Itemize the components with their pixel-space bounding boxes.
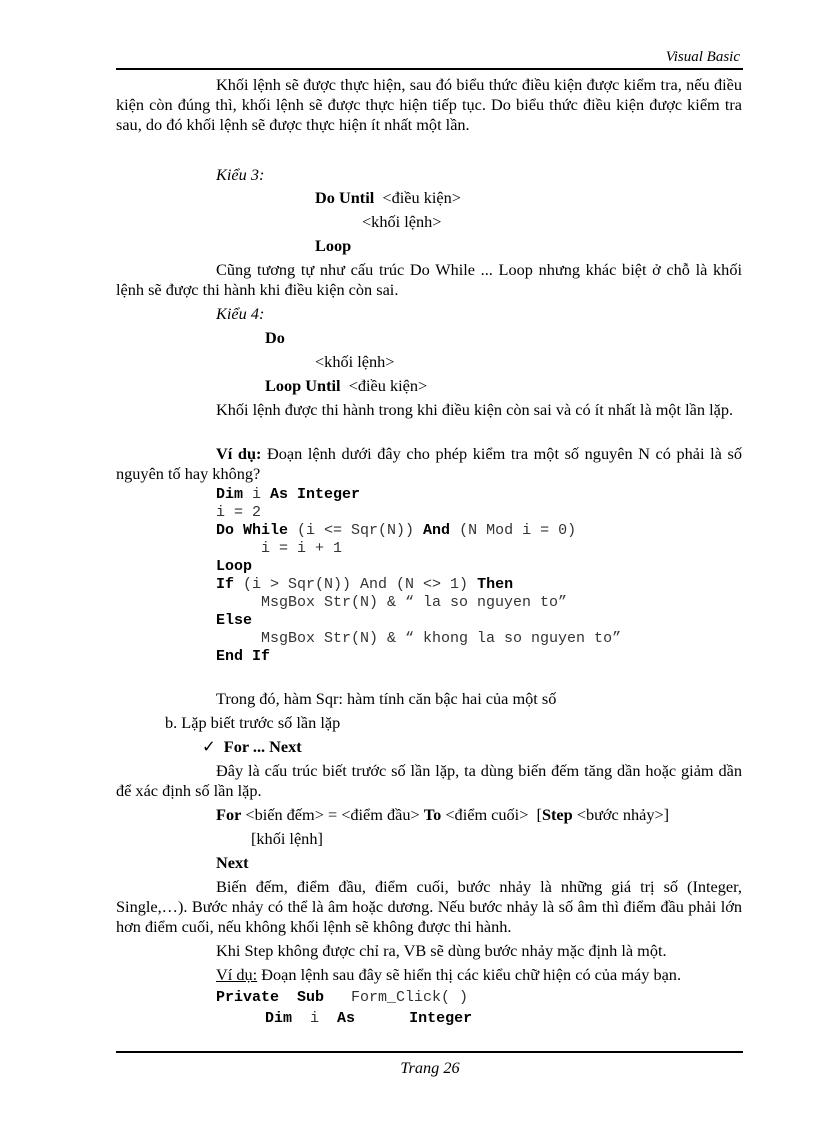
kieu4-line3 [265, 376, 427, 396]
paragraph-do-loop-while-desc: Khối lệnh sẽ được thực hiện, sau đó biểu thức điều kiện được kiểm tra, nếu điều kiện còn đúng thì, khối lệnh sẽ được thực hiện tiếp tục. Do biểu thức điều kiện được kiểm tra sau, do đó khối lệnh sẽ được thực hiện ít nhất một lần. [116, 75, 742, 134]
kieu4-line1: Do [265, 328, 285, 347]
for-next-desc2: Biến đếm, điểm đầu, điểm cuối, bước nhảy là những giá trị số (Integer, Single,…). Bước nhảy có thể là âm hoặc dương. Nếu bước nhảy là số âm thì điểm đầu phải lớn hơn điểm cuối, nếu không khối lệnh sẽ không được thi hành. [116, 877, 742, 936]
for-next-desc: Đây là cấu trúc biết trước số lần lặp, ta dùng biến đếm tăng dần hoặc giảm dần để xác định số lần lặp. [116, 761, 742, 800]
header-title: Visual Basic [665, 49, 740, 65]
code-line: i = 2 [216, 504, 262, 521]
code-line: End If [216, 648, 271, 665]
kieu3-label: Kiểu 3: [216, 165, 265, 184]
code-line: If (i > Sqr(N)) And (N <> 1) Then [216, 576, 514, 593]
kieu3-desc: Cũng tương tự như cấu trúc Do While ... Loop nhưng khác biệt ở chỗ là khối lệnh sẽ được thi hành khi điều kiện còn sai. [116, 260, 742, 299]
kieu4-label: Kiểu 4: [216, 304, 265, 323]
section-b-heading: b. Lặp biết trước số lần lặp [165, 713, 341, 732]
example2-label: Ví dụ: [216, 965, 258, 984]
example1-code-block [216, 486, 621, 666]
kieu4-condition: <điều kiện> [348, 376, 428, 395]
for-syntax-next: Next [216, 853, 249, 872]
code-line: Do While (i <= Sqr(N)) And (N Mod i = 0) [216, 522, 577, 539]
for-next-desc3: Khi Step không được chỉ ra, VB sẽ dùng bước nhảy mặc định là một. [216, 941, 667, 960]
footer-page-number: Trang 26 [400, 1058, 460, 1077]
example1-label: Ví dụ: [216, 444, 262, 463]
code-line: MsgBox Str(N) & “ la so nguyen to” [216, 594, 568, 611]
kieu4-line2: <khối lệnh> [315, 352, 395, 371]
check-icon: ✓ [202, 737, 216, 756]
for-syntax-body: [khối lệnh] [251, 829, 323, 848]
kieu3-line3: Loop [315, 236, 352, 255]
code-line: Else [216, 612, 253, 629]
for-syntax-line1: For <biến đếm> = <điểm đầu> To <điểm cuối> [Step <bước nhảy>] [216, 805, 670, 824]
kieu4-loop-until: Loop Until [265, 376, 341, 395]
kieu4-desc: Khối lệnh được thi hành trong khi điều kiện còn sai và có ít nhất là một lần lặp. [216, 400, 734, 419]
code-line: Dim i As Integer [216, 486, 361, 503]
example2-code-line1: Private Sub Form_Click( ) [216, 989, 469, 1006]
kieu3-line1 [315, 188, 461, 208]
example1-text: Đoạn lệnh dưới đây cho phép kiểm tra một số nguyên N có phải là số nguyên tố hay không? [116, 444, 742, 483]
footer-rule [116, 1051, 743, 1053]
code-line: i = i + 1 [216, 540, 343, 557]
example2-intro [216, 965, 681, 985]
code-line: Loop [216, 558, 253, 575]
header-rule [116, 68, 743, 70]
kieu3-condition: <điều kiện> [382, 188, 461, 207]
for-next-heading [202, 737, 302, 757]
example1-intro [116, 444, 742, 484]
code-line: MsgBox Str(N) & “ khong la so nguyen to” [216, 630, 622, 647]
note-sqr: Trong đó, hàm Sqr: hàm tính căn bậc hai của một số [216, 689, 557, 708]
for-next-title: For ... Next [223, 737, 302, 756]
example2-text: Đoạn lệnh sau đây sẽ hiển thị các kiểu chữ hiện có của máy bạn. [257, 965, 682, 984]
kieu3-do-until: Do Until [315, 188, 375, 207]
example2-code-line2: Dim i As Integer [265, 1010, 473, 1027]
kieu3-line2: <khối lệnh> [362, 212, 442, 231]
